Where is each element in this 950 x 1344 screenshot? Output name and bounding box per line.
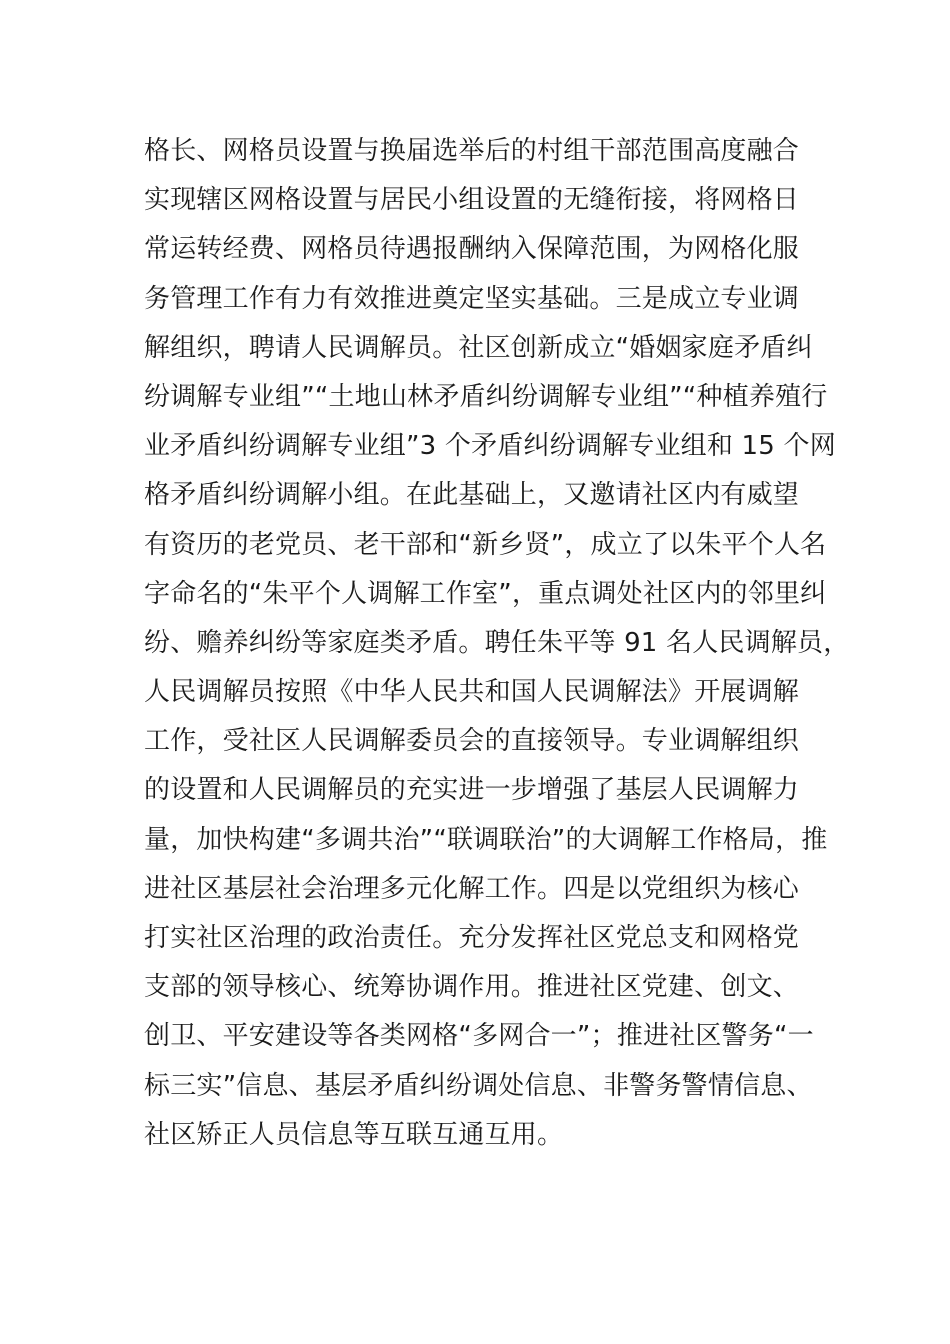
text-line: 格矛盾纠纷调解小组。在此基础上，又邀请社区内有威望 [144, 480, 800, 511]
body-paragraph [144, 127, 850, 1160]
text-line: 工作，受社区人民调解委员会的直接领导。专业调解组织 [144, 726, 800, 757]
text-line: 社区矫正人员信息等互联互通互用。 [144, 1119, 564, 1150]
text-line: 量，加快构建“多调共治”“联调联治”的大调解工作格局，推 [144, 824, 828, 855]
text-line: 支部的领导核心、统筹协调作用。推进社区党建、创文、 [144, 972, 800, 1003]
text-line: 有资历的老党员、老干部和“新乡贤”，成立了以朱平个人名 [144, 529, 827, 560]
text-line: 格长、网格员设置与换届选举后的村组干部范围高度融合 [144, 136, 800, 166]
text-line: 的设置和人民调解员的充实进一步增强了基层人民调解力 [144, 775, 800, 806]
text-line: 业矛盾纠纷调解专业组”3 个矛盾纠纷调解专业组和 15 个网 [144, 431, 836, 462]
text-line: 实现辖区网格设置与居民小组设置的无缝衔接，将网格日 [144, 185, 800, 216]
text-line: 创卫、平安建设等各类网格“多网合一”；推进社区警务“一 [144, 1021, 814, 1052]
text-line: 纷、赡养纠纷等家庭类矛盾。聘任朱平等 91 名人民调解员， [144, 627, 850, 658]
text-line: 解组织，聘请人民调解员。社区创新成立“婚姻家庭矛盾纠 [144, 332, 813, 363]
text-line: 字命名的“朱平个人调解工作室”，重点调处社区内的邻里纠 [144, 578, 827, 609]
text-line: 务管理工作有力有效推进奠定坚实基础。三是成立专业调 [144, 283, 800, 314]
text-line: 常运转经费、网格员待遇报酬纳入保障范围，为网格化服 [144, 234, 800, 265]
text-line: 纷调解专业组”“土地山林矛盾纠纷调解专业组”“种植养殖行 [144, 381, 828, 412]
text-line: 打实社区治理的政治责任。充分发挥社区党总支和网格党 [144, 923, 800, 953]
text-line: 人民调解员按照《中华人民共和国人民调解法》开展调解 [144, 677, 800, 708]
text-line: 进社区基层社会治理多元化解工作。四是以党组织为核心 [144, 873, 800, 904]
text-line: 标三实”信息、基层矛盾纠纷调处信息、非警务警情信息、 [144, 1070, 813, 1101]
